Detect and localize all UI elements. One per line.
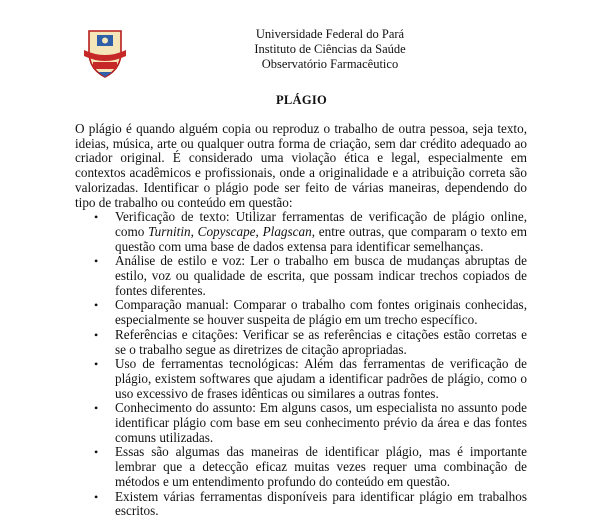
bullet-icon: •: [94, 445, 99, 460]
list-item: [75, 490, 527, 519]
document-title: PLÁGIO: [275, 93, 328, 107]
list-item-text: Comparação manual: Comparar o trabalho com fontes originais conhecidas, especialmente se houver suspeita de plágio em um trecho específico.: [115, 297, 527, 328]
list-item: [75, 210, 527, 254]
list-item: [75, 357, 527, 401]
list-item: [75, 401, 527, 445]
observatory-name: Observatório Farmacêutico: [261, 57, 399, 71]
list-item: [75, 254, 527, 298]
document-body: [75, 122, 527, 519]
list-item-text: Referências e citações: Verificar se as referências e citações estão corretas e se o trabalho segue as diretrizes de citação apropriadas.: [115, 326, 527, 357]
list-item: [75, 445, 527, 489]
methods-list: [75, 210, 527, 519]
university-crest-logo: [80, 28, 130, 80]
bullet-icon: •: [94, 254, 99, 269]
bullet-icon: •: [94, 298, 99, 313]
bullet-icon: •: [94, 327, 99, 342]
bullet-icon: •: [94, 357, 99, 372]
institute-name: Instituto de Ciências da Saúde: [254, 42, 406, 56]
bullet-icon: •: [94, 489, 99, 504]
list-item: [75, 328, 527, 357]
list-item: [75, 298, 527, 327]
institution-header: [200, 27, 460, 72]
list-item-text: Verificação de texto: Utilizar ferramentas de verificação de plágio online, como Turnitin, Copyscape, Plagscan, entre outras, que comparam o texto em questão com uma base de dados extensa para identificar semelhanças.: [115, 209, 527, 254]
list-item-text: Essas são algumas das maneiras de identificar plágio, mas é importante lembrar que a detecção eficaz muitas vezes requer uma combinação de métodos e um entendimento profundo do conteúdo em questão.: [115, 444, 527, 489]
list-item-text: Análise de estilo e voz: Ler o trabalho em busca de mudanças abruptas de estilo, voz ou qualidade de escrita, que possam indicar trechos copiados de fontes diferentes.: [115, 253, 527, 298]
bullet-icon: •: [94, 401, 99, 416]
university-name: Universidade Federal do Pará: [255, 27, 405, 41]
list-item-text: Uso de ferramentas tecnológicas: Além das ferramentas de verificação de plágio, existem softwares que ajudam a identificar padrões de plágio, como o uso excessivo de frases idênticas ou similares a outras fontes.: [115, 356, 527, 401]
list-item-text: Existem várias ferramentas disponíveis para identificar plágio em trabalhos escritos.: [115, 488, 527, 519]
list-item-text: Conhecimento do assunto: Em alguns casos, um especialista no assunto pode identificar plágio com base em seu conhecimento prévio da área e das fontes comuns utilizadas.: [115, 400, 527, 445]
intro-paragraph: O plágio é quando alguém copia ou reproduz o trabalho de outra pessoa, seja texto, ideias, música, arte ou qualquer outra forma de criação, sem dar crédito adequado ao criador original. É considerado uma violação ética e legal, especialmente em contextos acadêmicos e profissionais, onde a originalidade e a atribuição correta são valorizadas. Identificar o plágio pode ser feito de várias maneiras, dependendo do tipo de trabalho ou conteúdo em questão:: [75, 121, 527, 210]
bullet-icon: •: [94, 210, 99, 225]
